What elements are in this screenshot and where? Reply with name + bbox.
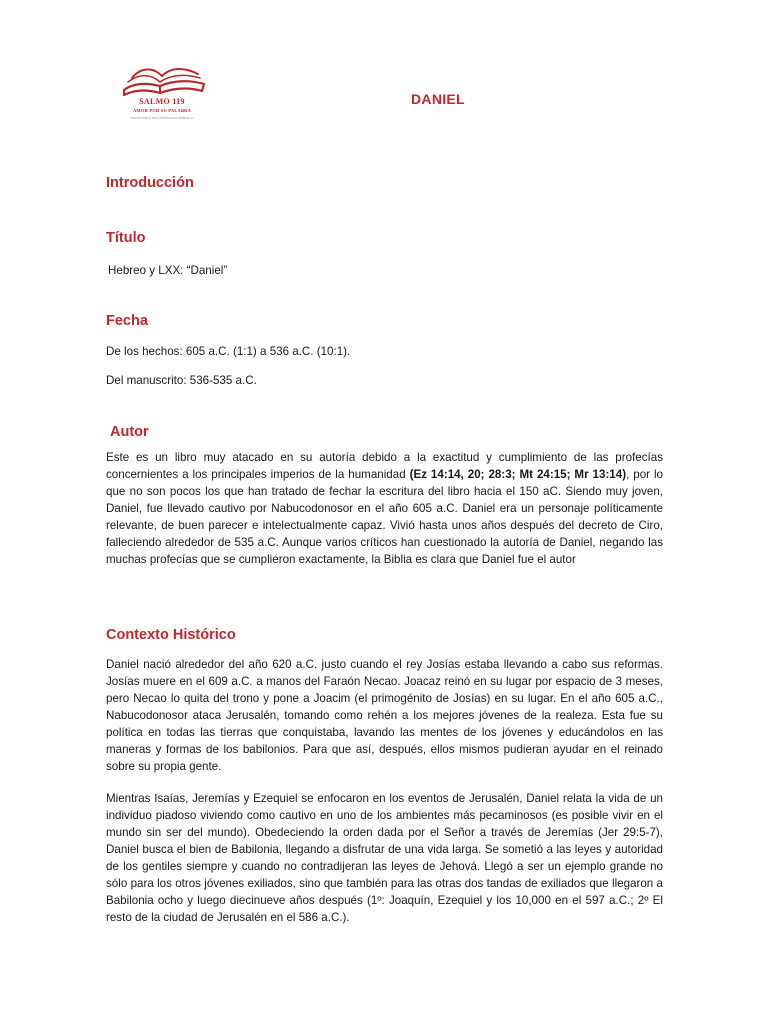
autor-text-end: , por lo que no son pocos los que han tratado de fechar la escritura del libro hacia el 150 aC. Siendo muy joven, Daniel, fue llevado cautivo por Nabucodonosor en el año 605 a.C. Daniel era un personaje políticamente relevante, de buen parecer e intelectualmente capaz. Vivió hasta unos años después del decreto de Ciro, falleciendo alrededor de 535 a.C. Aunque varios críticos han cuestionado la autoría de Daniel, negando las muchas profecías que se cumplieron exactamente, la Biblia es clara que Daniel fue el autor <box>106 468 663 566</box>
heading-introduccion: Introducción <box>106 175 194 191</box>
heading-contexto-historico: Contexto Histórico <box>106 627 236 643</box>
salmo-119-logo <box>112 62 212 124</box>
logo-tagline: MINISTERIO DE ENSEÑANZA BÍBLICA <box>130 116 194 120</box>
heading-autor: Autor <box>110 424 149 440</box>
open-book-icon <box>112 62 212 98</box>
autor-text-start: Este es un libro muy atacado en su autoría debido a la exactitud y cumplimiento de las profecías concernientes a los principales imperios de la humanidad <box>106 451 663 481</box>
heading-titulo: Título <box>106 230 146 246</box>
fecha-manuscrito: Del manuscrito: 536-535 a.C. <box>106 374 257 387</box>
heading-fecha: Fecha <box>106 313 148 329</box>
contexto-paragraph-2: Mientras Isaías, Jeremías y Ezequiel se enfocaron en los eventos de Jerusalén, Daniel relata la vida de un individuo piadoso viviendo como cautivo en uno de los ambientes más pecaminosos (es posible vivir en el mundo sin ser del mundo). Obedeciendo la orden dada por el Señor a través de Jeremías (Jer 29:5-7), Daniel busca el bien de Babilonia, llegando a disfrutar de una vida larga. Se sometió a las leyes y autoridad de los gentiles siempre y cuando no contradijeran las leyes de Jehová. Llegó a ser un ejemplo grande no sólo para los otros jóvenes exiliados, sino que también para las otras dos tandas de exiliados que llegaron a Babilonia ocho y luego diecinueve años después (1º: Joaquín, Ezequiel y los 10,000 en el 597 a.C.; 2º El resto de la ciudad de Jerusalén en el 586 a.C.). <box>106 792 663 924</box>
logo-title: SALMO 119 <box>139 97 185 106</box>
logo-subtitle: AMOR POR SU PALABRA <box>132 108 192 113</box>
contexto-paragraph-1: Daniel nació alrededor del año 620 a.C. justo cuando el rey Josías estaba llevando a cabo sus reformas. Josías muere en el 609 a.C. a manos del Faraón Necao. Joacaz reinó en su lugar por espacio de 3 meses, pero Necao lo quita del trono y pone a Joacim (el primogénito de Josías) en su lugar. En el año 605 a.C., Nabucodonosor ataca Jerusalén, tomando como rehén a los mejores jóvenes de la realeza. Esta fue su política en todas las tierras que conquistaba, lavando las mentes de los jóvenes y educándolos en las maneras y formas de los babilonios. Para que así, después, ellos mismos pudieran ayudar en el reinado sobre su propia gente. <box>106 658 663 773</box>
autor-paragraph <box>106 449 663 568</box>
document-title: DANIEL <box>411 91 465 107</box>
fecha-hechos: De los hechos: 605 a.C. (1:1) a 536 a.C. (10:1). <box>106 345 351 358</box>
titulo-text: Hebreo y LXX: “Daniel” <box>108 264 228 277</box>
autor-references: (Ez 14:14, 20; 28:3; Mt 24:15; Mr 13:14) <box>409 468 627 481</box>
